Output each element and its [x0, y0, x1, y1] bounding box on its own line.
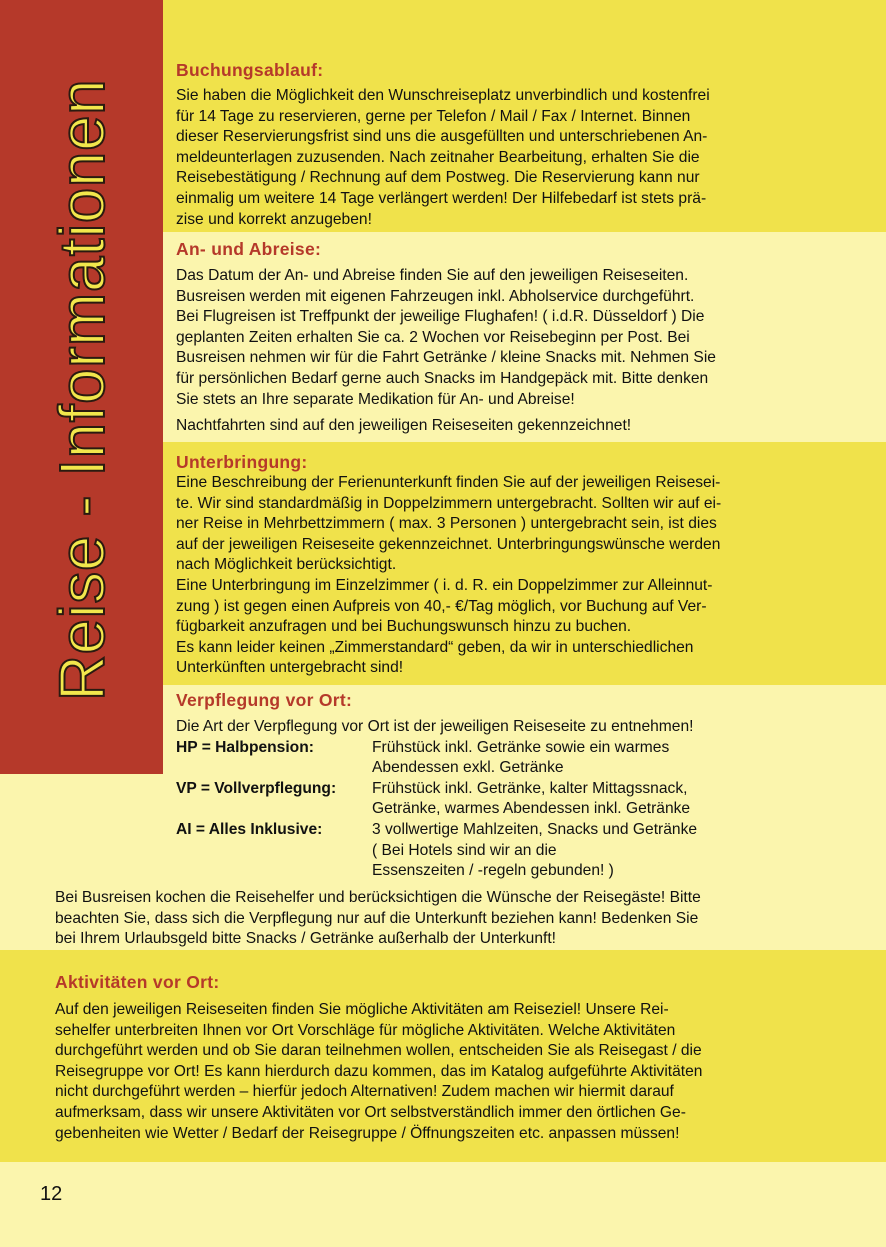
- catering-desc-line: Frühstück inkl. Getränke, kalter Mittagssnack,: [372, 779, 688, 797]
- travel-heading: An- und Abreise:: [176, 239, 322, 259]
- booking-line: meldeunterlagen zuzusenden. Nach zeitnaher Bearbeitung, erhalten Sie die: [176, 148, 700, 166]
- catering-desc-line: Abendessen exkl. Getränke: [372, 759, 564, 777]
- catering-desc-line: Getränke, warmes Abendessen inkl. Getränke: [372, 800, 691, 818]
- booking-text: [176, 86, 810, 230]
- section-catering: [176, 690, 816, 882]
- catering-desc-line: Essenszeiten / -regeln gebunden! ): [372, 862, 614, 880]
- activities-line: nicht durchgeführt werden – hierfür jedoch Alternativen! Zudem machen wir hiermit darauf: [55, 1083, 674, 1101]
- catering-bus-line: bei Ihrem Urlaubsgeld bitte Snacks / Getränke außerhalb der Unterkunft!: [55, 930, 556, 948]
- catering-bus-line: Bei Busreisen kochen die Reisehelfer und berücksichtigen die Wünsche der Reisegäste! Bitte: [55, 889, 701, 906]
- accommodation-line: nach Möglichkeit berücksichtigt.: [176, 556, 397, 574]
- section-booking: [176, 60, 810, 230]
- activities-line: aufmerksam, dass wir unsere Aktivitäten vor Ort selbstverständlich immer den örtlichen Ge-: [55, 1103, 686, 1121]
- booking-line: für 14 Tage zu reservieren, gerne per Telefon / Mail / Fax / Internet. Binnen: [176, 107, 691, 125]
- catering-desc-line: Frühstück inkl. Getränke sowie ein warmes: [372, 738, 670, 756]
- travel-note: Nachtfahrten sind auf den jeweiligen Reiseseiten gekennzeichnet!: [176, 417, 632, 435]
- booking-line: zise und korrekt anzugeben!: [176, 210, 372, 228]
- accommodation-line: fügbarkeit anzufragen und bei Buchungswunsch hinzu zu buchen.: [176, 618, 632, 636]
- travel-line: Busreisen werden mit eigenen Fahrzeugen inkl. Abholservice durchgeführt.: [176, 287, 695, 305]
- catering-intro: Die Art der Verpflegung vor Ort ist der jeweiligen Reiseseite zu entnehmen!: [176, 718, 694, 735]
- accommodation-line: Eine Unterbringung im Einzelzimmer ( i. d. R. ein Doppelzimmer zur Alleinnut-: [176, 576, 713, 594]
- activities-line: durchgeführt werden und ob Sie daran teilnehmen wollen, entscheiden Sie als Reisegast / die: [55, 1042, 702, 1060]
- travel-line: Bei Flugreisen ist Treffpunkt der jeweilige Flughafen! ( i.d.R. Düsseldorf ) Die: [176, 308, 705, 326]
- catering-term: VP = Vollverpflegung:: [176, 779, 337, 797]
- catering-bus-note: [55, 888, 815, 950]
- activities-line: Reisegruppe vor Ort! Es kann hierdurch dazu kommen, das im Katalog aufgeführte Aktivitäten: [55, 1062, 703, 1080]
- accommodation-heading: Unterbringung:: [176, 452, 308, 472]
- accommodation-line: ner Reise in Mehrbettzimmern ( max. 3 Personen ) untergebracht sein, ist dies: [176, 515, 717, 533]
- catering-item-ai: [176, 820, 816, 882]
- section-travel: [176, 239, 810, 437]
- booking-line: Sie haben die Möglichkeit den Wunschreiseplatz unverbindlich und kostenfrei: [176, 87, 710, 104]
- accommodation-line: auf der jeweiligen Reiseseite gekennzeichnet. Unterbringungswünsche werden: [176, 535, 721, 553]
- catering-item-vp: [176, 779, 816, 820]
- page-number: 12: [40, 1183, 63, 1205]
- activities-line: gebenheiten wie Wetter / Bedarf der Reisegruppe / Öffnungszeiten etc. anpassen müssen!: [55, 1124, 680, 1142]
- catering-item-hp: [176, 738, 816, 779]
- activities-line: sehelfer unterbreiten Ihnen vor Ort Vorschläge für mögliche Aktivitäten. Welche Aktivitäten: [55, 1021, 676, 1039]
- catering-bus-line: beachten Sie, dass sich die Verpflegung nur auf die Unterkunft beziehen kann! Bedenken Sie: [55, 909, 699, 927]
- catering-term: AI = Alles Inklusive:: [176, 820, 323, 838]
- activities-line: Auf den jeweiligen Reiseseiten finden Sie mögliche Aktivitäten am Reiseziel! Unsere Rei-: [55, 1001, 669, 1018]
- booking-line: dieser Reservierungsfrist sind uns die ausgefüllten und unterschriebenen An-: [176, 128, 708, 146]
- catering-desc-line: 3 vollwertige Mahlzeiten, Snacks und Getränke: [372, 820, 698, 838]
- travel-text: [176, 266, 810, 437]
- accommodation-line: te. Wir sind standardmäßig in Doppelzimmern untergebracht. Sollten wir auf ei-: [176, 494, 722, 512]
- sidebar-title: Reise - Informationen: [46, 78, 118, 702]
- travel-line: Sie stets an Ihre separate Medikation für An- und Abreise!: [176, 390, 575, 408]
- booking-line: Reisebestätigung / Rechnung auf dem Postweg. Die Reservierung kann nur: [176, 169, 700, 187]
- catering-term: HP = Halbpension:: [176, 738, 314, 756]
- footer-band: [0, 1162, 886, 1247]
- booking-heading: Buchungsablauf:: [176, 60, 324, 80]
- section-activities: [55, 972, 812, 1144]
- catering-heading: Verpflegung vor Ort:: [176, 690, 353, 710]
- section-accommodation: [176, 452, 810, 679]
- accommodation-line: zung ) ist gegen einen Aufpreis von 40,- €/Tag möglich, vor Buchung auf Ver-: [176, 597, 707, 615]
- accommodation-line: Es kann leider keinen „Zimmerstandard“ geben, da wir in unterschiedlichen: [176, 638, 694, 656]
- accommodation-text: [176, 473, 810, 679]
- catering-desc-line: ( Bei Hotels sind wir an die: [372, 841, 557, 859]
- booking-line: einmalig um weitere 14 Tage verlängert werden! Der Hilfebedarf ist stets prä-: [176, 189, 707, 207]
- activities-text: [55, 1000, 812, 1144]
- travel-line: Busreisen nehmen wir für die Fahrt Getränke / kleine Snacks mit. Nehmen Sie: [176, 349, 716, 367]
- travel-line: geplanten Zeiten erhalten Sie ca. 2 Wochen vor Reisebeginn per Post. Bei: [176, 328, 690, 346]
- accommodation-line: Eine Beschreibung der Ferienunterkunft finden Sie auf der jeweiligen Reisesei-: [176, 474, 721, 491]
- travel-line: Das Datum der An- und Abreise finden Sie auf den jeweiligen Reiseseiten.: [176, 267, 689, 284]
- sidebar: [0, 0, 163, 774]
- travel-line: für persönlichen Bedarf gerne auch Snacks im Handgepäck mit. Bitte denken: [176, 369, 709, 387]
- accommodation-line: Unterkünften untergebracht sind!: [176, 659, 404, 677]
- activities-heading: Aktivitäten vor Ort:: [55, 972, 220, 992]
